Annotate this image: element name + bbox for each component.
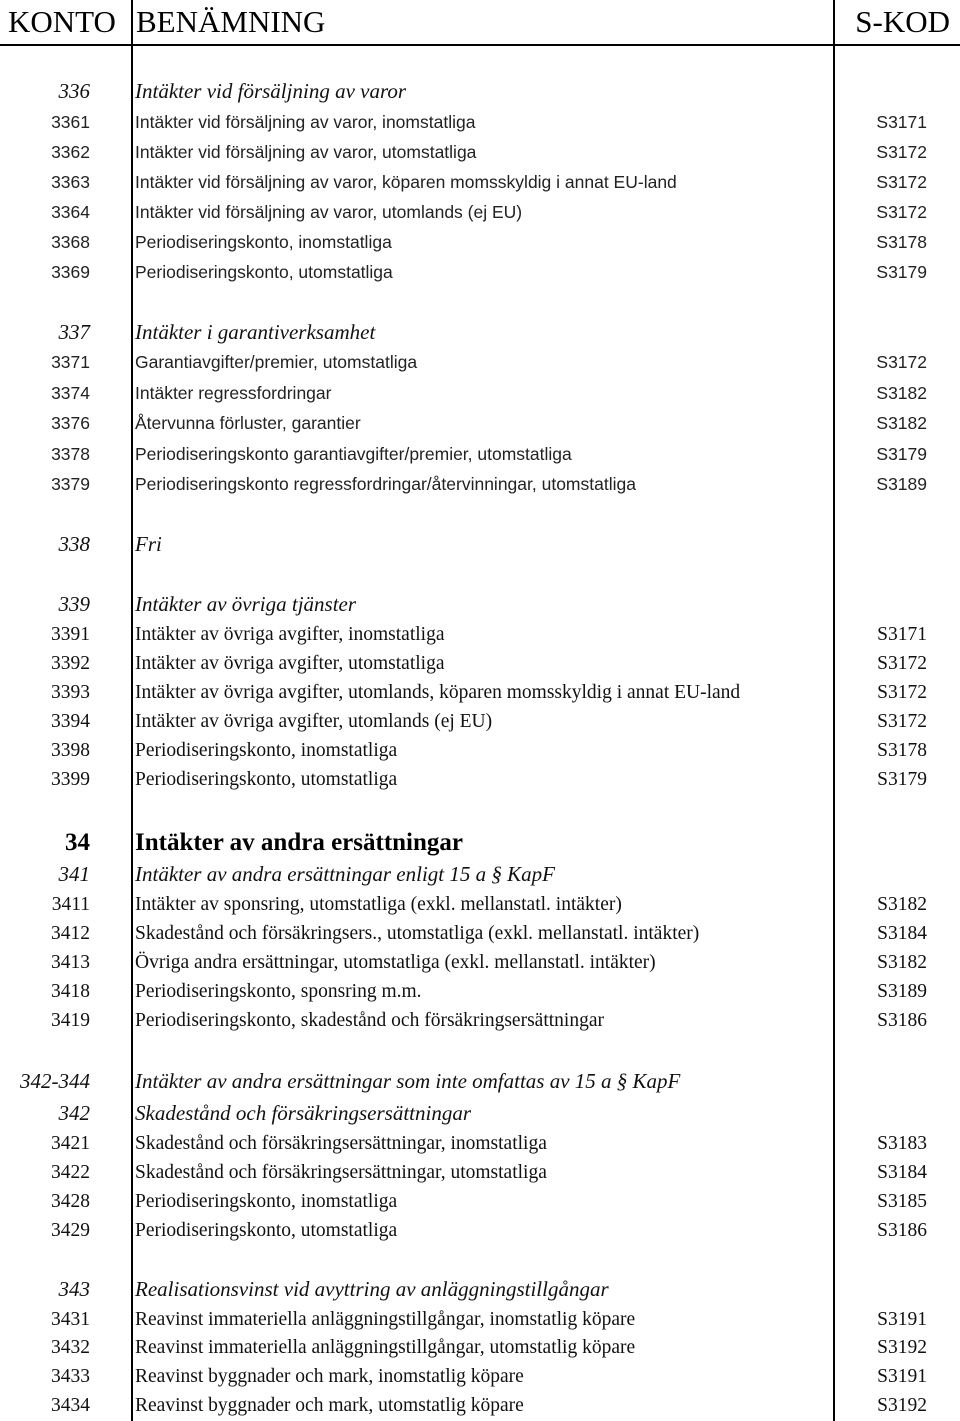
table-row [0,1362,960,1391]
s-code: S3192 [877,1337,927,1358]
table-row [0,590,960,619]
table-row [0,620,960,649]
s-code: S3186 [877,1220,927,1241]
table-row [0,228,960,257]
table-row [0,977,960,1006]
account-description: Reavinst byggnader och mark, utomstatlig köpare [135,1395,524,1416]
account-description: Periodiseringskonto, inomstatliga [135,740,398,761]
account-description: Periodiseringskonto, utomstatliga [135,262,393,282]
account-description: Reavinst immateriella anläggningstillgångar, inomstatlig köpare [135,1309,636,1330]
account-description: Periodiseringskonto regressfordringar/återvinningar, utomstatliga [135,474,636,494]
header-divider [0,44,960,46]
account-code: 3428 [51,1191,90,1212]
account-description: Intäkter av andra ersättningar som inte omfattas av 15 a § KapF [135,1069,681,1093]
account-code: 342 [58,1101,90,1125]
table-row [0,765,960,794]
table-row [0,707,960,736]
account-code: 339 [58,592,90,616]
table-row [0,379,960,408]
account-description: Intäkter av andra ersättningar enligt 15 a § KapF [135,862,555,886]
account-description: Intäkter av övriga avgifter, utomlands, köparen momsskyldig i annat EU-land [135,682,741,703]
account-code: 3413 [51,952,90,973]
s-code: S3192 [877,1395,927,1416]
account-description: Skadestånd och försäkringsersättningar, inomstatliga [135,1133,547,1154]
account-code: 337 [58,320,90,344]
table-row [0,108,960,137]
account-code: 3374 [51,383,90,403]
table-row [0,168,960,197]
account-description: Periodiseringskonto, utomstatliga [135,769,398,790]
account-code: 34 [65,829,90,856]
s-code: S3182 [876,383,927,403]
account-code: 3411 [51,894,90,915]
table-row [0,470,960,499]
s-code: S3172 [876,352,927,372]
s-code: S3191 [877,1366,927,1387]
account-description: Intäkter i garantiverksamhet [135,320,376,344]
s-code: S3191 [877,1309,927,1330]
s-code: S3186 [877,1010,927,1031]
s-code: S3171 [876,112,927,132]
header-benamning: BENÄMNING [136,4,326,39]
account-description: Intäkter vid försäljning av varor, inomstatliga [135,112,476,132]
s-code: S3185 [877,1191,927,1212]
s-code: S3183 [877,1133,927,1154]
account-description: Skadestånd och försäkringsersättningar, utomstatliga [135,1162,547,1183]
s-code: S3172 [876,142,927,162]
account-code: 3378 [51,444,90,464]
s-code: S3182 [877,952,927,973]
table-row [0,736,960,765]
table-row [0,1187,960,1216]
account-description: Reavinst byggnader och mark, inomstatlig köpare [135,1366,524,1387]
table-row [0,1006,960,1035]
account-code: 338 [58,532,90,556]
account-description: Återvunna förluster, garantier [135,413,361,433]
table-row [0,348,960,377]
s-code: S3179 [876,444,927,464]
account-description: Periodiseringskonto garantiavgifter/premier, utomstatliga [135,444,572,464]
account-code: 343 [58,1277,90,1301]
table-row [0,948,960,977]
s-code: S3179 [876,262,927,282]
account-description: Intäkter vid försäljning av varor, köparen momsskyldig i annat EU-land [135,172,677,192]
account-description: Reavinst immateriella anläggningstillgångar, utomstatlig köpare [135,1337,636,1358]
table-row [0,198,960,227]
s-code: S3172 [877,682,927,703]
account-description: Intäkter regressfordringar [135,383,332,403]
account-description: Intäkter av övriga avgifter, utomstatliga [135,653,445,674]
table-row [0,1305,960,1334]
s-code: S3182 [877,894,927,915]
table-row [0,860,960,889]
table-row [0,258,960,287]
account-code: 3391 [51,624,90,645]
account-code: 3432 [51,1337,90,1358]
table-row [0,1275,960,1304]
account-code: 3379 [51,474,90,494]
account-code: 3361 [51,112,90,132]
table-row [0,919,960,948]
s-code: S3182 [876,413,927,433]
account-code: 3412 [51,923,90,944]
account-description: Intäkter vid försäljning av varor [135,79,407,103]
table-row [0,1333,960,1362]
table-row [0,138,960,167]
account-code: 3364 [51,202,90,222]
table-row [0,440,960,469]
table-row [0,1158,960,1187]
account-description: Periodiseringskonto, utomstatliga [135,1220,398,1241]
account-code: 3362 [51,142,90,162]
account-code: 3398 [51,740,90,761]
table-row [0,678,960,707]
account-description: Periodiseringskonto, inomstatliga [135,232,392,252]
account-code: 3369 [51,262,90,282]
account-code: 3393 [51,682,90,703]
account-description: Intäkter av övriga tjänster [135,592,357,616]
account-code: 3434 [51,1395,90,1416]
account-description: Realisationsvinst vid avyttring av anläggningstillgångar [135,1277,609,1301]
account-code: 3392 [51,653,90,674]
s-code: S3178 [876,232,927,252]
account-description: Skadestånd och försäkringsers., utomstatliga (exkl. mellanstatl. intäkter) [135,923,700,944]
s-code: S3172 [877,711,927,732]
account-description: Övriga andra ersättningar, utomstatliga (exkl. mellanstatl. intäkter) [135,952,656,973]
header-skod: S-KOD [855,4,950,39]
account-code: 3368 [51,232,90,252]
account-code: 3418 [51,981,90,1002]
table-row [0,1067,960,1096]
table-row [0,409,960,438]
s-code: S3178 [877,740,927,761]
table-row [0,1391,960,1420]
account-description: Intäkter vid försäljning av varor, utomstatliga [135,142,477,162]
table-row [0,890,960,919]
account-code: 3429 [51,1220,90,1241]
account-description: Periodiseringskonto, skadestånd och försäkringsersättningar [135,1010,604,1031]
s-code: S3184 [877,923,927,944]
s-code: S3171 [877,624,927,645]
s-code: S3189 [876,474,927,494]
table-row [0,77,960,106]
account-description: Intäkter av övriga avgifter, utomlands (ej EU) [135,711,493,732]
table-row [0,1216,960,1245]
account-code: 3433 [51,1366,90,1387]
table-row [0,826,960,860]
account-description: Fri [135,532,162,556]
table-row [0,530,960,559]
s-code: S3172 [876,172,927,192]
account-code: 3376 [51,413,90,433]
s-code: S3184 [877,1162,927,1183]
table-header [0,0,960,44]
s-code: S3172 [877,653,927,674]
account-code: 342-344 [20,1069,90,1093]
header-konto: KONTO [8,4,116,39]
account-description: Periodiseringskonto, sponsring m.m. [135,981,422,1002]
table-row [0,1129,960,1158]
account-code: 3419 [51,1010,90,1031]
account-description: Intäkter av andra ersättningar [135,829,464,856]
account-description: Intäkter av övriga avgifter, inomstatliga [135,624,445,645]
account-description: Skadestånd och försäkringsersättningar [135,1101,471,1125]
table-row [0,318,960,347]
account-code: 3394 [51,711,90,732]
account-code: 3422 [51,1162,90,1183]
account-description: Periodiseringskonto, inomstatliga [135,1191,398,1212]
s-code: S3172 [876,202,927,222]
account-code: 3431 [51,1309,90,1330]
account-description: Intäkter av sponsring, utomstatliga (exkl. mellanstatl. intäkter) [135,894,622,915]
table-row [0,1099,960,1128]
account-code: 3363 [51,172,90,192]
account-description: Garantiavgifter/premier, utomstatliga [135,352,418,372]
account-code: 3421 [51,1133,90,1154]
s-code: S3179 [877,769,927,790]
account-code: 3371 [51,352,90,372]
account-code: 341 [58,862,90,886]
account-code: 3399 [51,769,90,790]
account-code: 336 [58,79,90,103]
s-code: S3189 [877,981,927,1002]
table-row [0,649,960,678]
account-description: Intäkter vid försäljning av varor, utomlands (ej EU) [135,202,523,222]
